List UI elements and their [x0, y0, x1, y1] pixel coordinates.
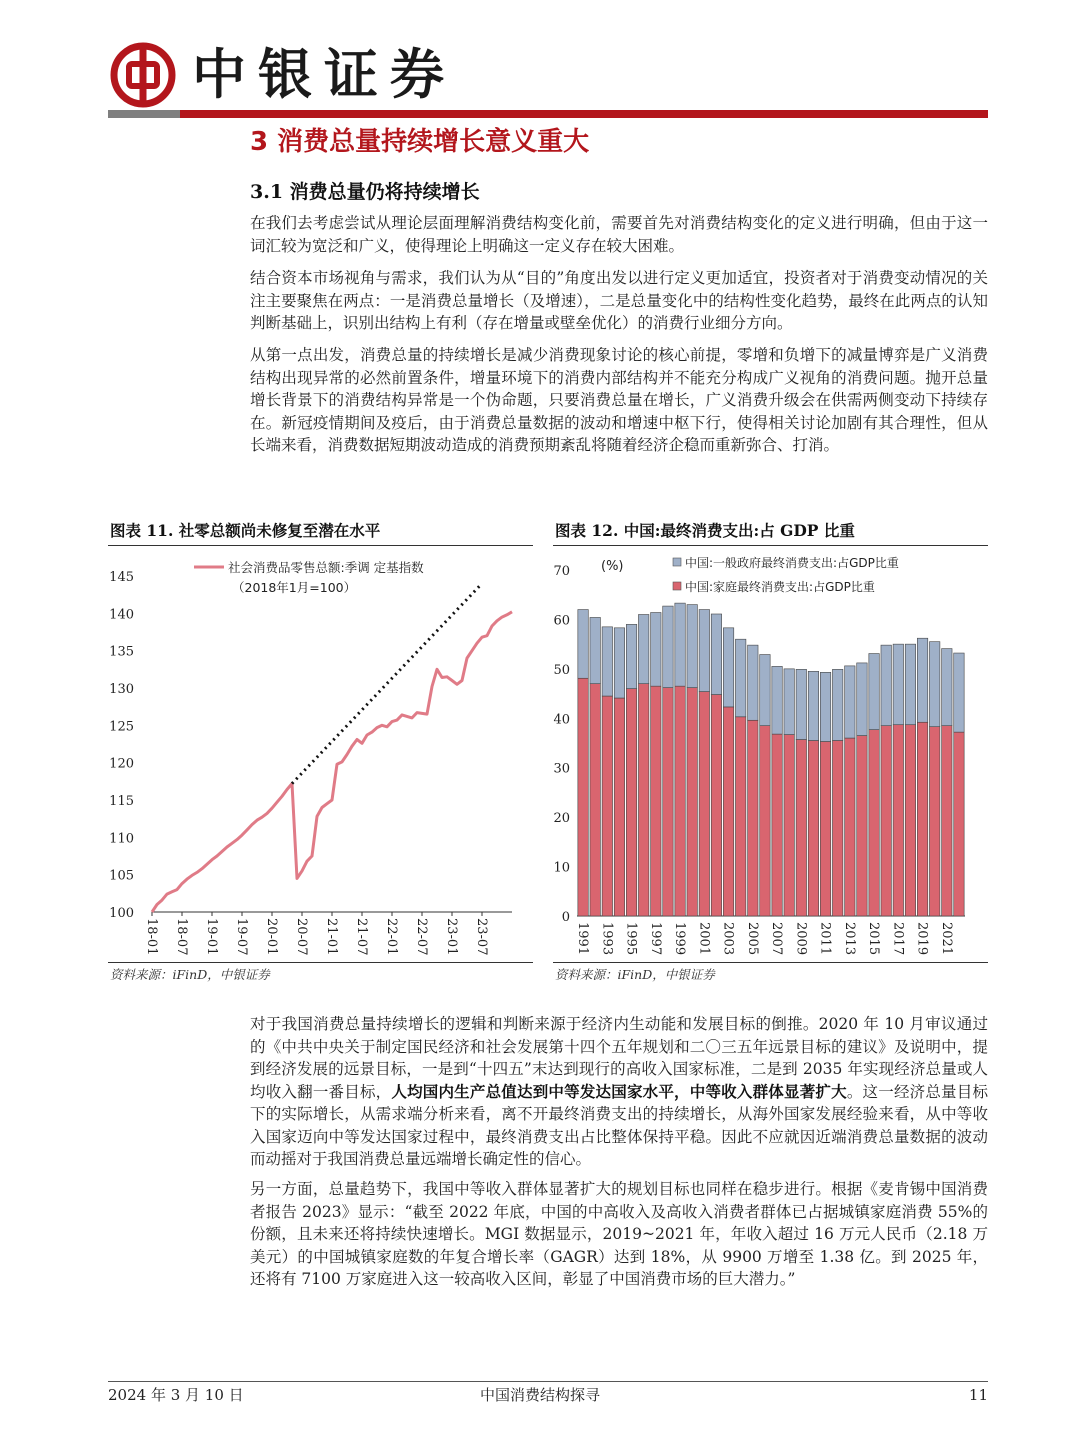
bar-government	[651, 613, 661, 687]
y-tick-label: 145	[109, 570, 134, 585]
y-tick-label: 115	[109, 794, 134, 809]
figure-11-source: 资料来源：iFinD，中银证券	[110, 967, 270, 982]
bar-government	[602, 627, 612, 696]
bank-of-china-logo-icon	[110, 42, 176, 108]
bar-household	[857, 736, 867, 916]
bar-government	[881, 645, 891, 726]
bar-household	[687, 688, 697, 916]
x-tick-label: 1995	[623, 922, 639, 956]
paragraph: 在我们去考虑尝试从理论层面理解消费结构变化前，需要首先对消费结构变化的定义进行明确，但由于这一词汇较为宽泛和广义，使得理论上明确这一定义存在较大困难。	[250, 214, 988, 255]
bar-household	[893, 725, 903, 916]
paragraph: 结合资本市场视角与需求，我们认为从“目的”角度出发以进行定义更加适宜，投资者对于消费变动情况的关注主要聚焦在两点：一是消费总量增长（及增速），二是总量变化中的结构性变化趋势，最终在此两点的认知判断基础上，识别出结构上有利（存在增量或壁垒优化）的消费行业细分方向。	[250, 269, 988, 332]
x-tick-label: 23-01	[444, 918, 459, 956]
footer-rule	[108, 1381, 988, 1382]
y-tick-label: 10	[553, 860, 570, 876]
x-tick-label: 18-07	[174, 918, 189, 956]
bar-government	[857, 663, 867, 736]
bar-government	[796, 669, 806, 739]
bar-government	[772, 666, 782, 734]
y-tick-label: 110	[109, 831, 134, 847]
x-tick-label: 2013	[841, 922, 857, 956]
bar-household	[675, 686, 685, 916]
bar-government	[784, 669, 794, 735]
bar-government	[614, 628, 624, 698]
bar-government	[699, 610, 709, 692]
x-tick-label: 2003	[720, 922, 736, 956]
bar-household	[832, 741, 842, 916]
y-tick-label: 125	[109, 719, 134, 735]
bar-household	[626, 689, 636, 916]
figure-12-bottom-rule	[553, 962, 988, 963]
bar-household	[820, 742, 830, 916]
bar-household	[663, 688, 673, 916]
legend-label-household: 中国:家庭最终消费支出:占GDP比重	[685, 580, 875, 594]
x-tick-label: 1999	[672, 922, 688, 956]
legend-swatch-household	[673, 582, 681, 590]
bar-government	[808, 671, 818, 740]
bar-government	[590, 617, 600, 683]
bar-household	[590, 684, 600, 916]
bar-household	[881, 726, 891, 916]
x-tick-label: 21-01	[324, 918, 339, 956]
section-title: 3 消费总量持续增长意义重大	[250, 127, 590, 157]
figure-12-top-rule	[553, 545, 988, 546]
emphasis-text: 人均国内生产总值达到中等发达国家水平，中等收入群体显著扩大	[391, 1081, 847, 1101]
bar-government	[832, 669, 842, 740]
bar-government	[748, 645, 758, 720]
bar-government	[687, 605, 697, 688]
footer-date: 2024 年 3 月 10 日	[108, 1386, 244, 1404]
y-tick-label: 100	[109, 906, 134, 921]
y-tick-label: 105	[109, 868, 134, 884]
bar-household	[699, 692, 709, 916]
retail-sales-index-line	[152, 612, 512, 912]
x-tick-label: 1991	[575, 922, 591, 956]
bar-household	[954, 732, 964, 916]
bar-government	[820, 672, 830, 741]
paragraph: 另一方面，总量趋势下，我国中等收入群体显著扩大的规划目标也同样在稳步进行。根据《麦肯锡中国消费者报告 2023》显示：“截至 2022 年底，中国的中高收入及高收入消费者群体已占据城镇家庭消费 55%的份额，且未来还将持续快速增长。MGI 数据显示，2019~2021 年，年收入超过 16 万元人民币（2.18 万美元）的中国城镇家庭数的年复合增长率（GAGR）达到 18%，从 9900 万增至 1.38 亿。到 2025 年，还将有 7100 万家庭进入这一较高收入区间，彰显了中国消费市场的巨大潜力。”	[250, 1180, 988, 1288]
bar-government	[760, 655, 770, 726]
x-tick-label: 2011	[817, 922, 833, 956]
bar-government	[929, 642, 939, 727]
y-tick-label: 135	[109, 644, 134, 660]
x-tick-label: 2021	[938, 922, 954, 956]
bar-government	[893, 644, 903, 725]
figure-11-line-chart	[108, 548, 533, 960]
x-tick-label: 19-07	[234, 918, 249, 956]
y-tick-label: 120	[109, 756, 134, 772]
y-tick-label: 130	[109, 682, 134, 697]
bar-government	[917, 638, 927, 722]
bar-household	[723, 707, 733, 916]
bar-household	[917, 722, 927, 916]
y-tick-label: 60	[553, 613, 570, 629]
header-bar-red	[180, 110, 988, 118]
paragraph: 从第一点出发，消费总量的持续增长是减少消费现象讨论的核心前提，零增和负增下的减量博弈是广义消费结构出现异常的必然前置条件，增量环境下的消费内部结构并不能充分构成广义视角的消费问题。抛开总量增长背景下的消费结构异常是一个伪命题，只要消费总量在增长，广义消费升级会在供需两侧变动下持续存在。新冠疫情期间及疫后，由于消费总量数据的波动和增速中枢下行，使得相关讨论加剧有其合理性，但从长端来看，消费数据短期波动造成的消费预期紊乱将随着经济企稳而重新弥合、打消。	[250, 346, 988, 454]
x-tick-label: 2017	[890, 922, 906, 956]
figure-12-source: 资料来源：iFinD，中银证券	[555, 967, 715, 982]
paragraph	[250, 1013, 988, 1171]
bar-household	[845, 738, 855, 916]
bar-household	[602, 696, 612, 916]
x-tick-label: 2005	[744, 922, 760, 956]
y-tick-label: 30	[553, 761, 570, 777]
x-tick-label: 2015	[866, 922, 882, 956]
x-tick-label: 23-07	[474, 918, 489, 956]
subsection-title: 3.1 消费总量仍将持续增长	[250, 181, 480, 203]
bar-household	[735, 717, 745, 916]
legend-label: （2018年1月=100）	[232, 580, 357, 595]
bar-government	[578, 610, 588, 679]
bar-household	[638, 684, 648, 916]
y-tick-label: 50	[553, 662, 570, 678]
legend-label: 社会消费品零售总额:季调 定基指数	[228, 560, 424, 575]
legend-swatch-government	[673, 558, 681, 566]
bar-household	[784, 735, 794, 916]
bar-government	[626, 624, 636, 688]
y-tick-label: 40	[553, 712, 570, 728]
bar-government	[711, 614, 721, 695]
paragraph-text: 对于我国消费总量持续增长的逻辑和判断来源于经济内生动能和发展目标的倒推。2020 年 10 月审议通过的《中共中央关于制定国民经济和社会发展第十四个五年规划和二〇三五年远景目标的建议》及说明中，提到经济发展的远景目标，一是到“十四五”末达到现行的高收入国家标准，二是到 2035 年实现经济总量或人均收入翻一番目标，	[250, 1015, 988, 1101]
footer-report-title: 中国消费结构探寻	[479, 1386, 600, 1404]
figure-11-bottom-rule	[108, 962, 533, 963]
x-tick-label: 2007	[769, 922, 785, 956]
brand-name: 中银证券	[192, 43, 456, 106]
bar-household	[578, 678, 588, 916]
x-tick-label: 2009	[793, 922, 809, 956]
paragraph-text: 。这一经济总量目标下的实际增长，从需求端分析来看，离不开最终消费支出的持续增长，从海外国家发展经验来看，从中等收入国家迈向中等发达国家过程中，最终消费支出占比整体保持平稳。因此不应就因近端消费总量数据的波动而动摇对于我国消费总量远端增长确定性的信心。	[250, 1082, 988, 1168]
x-tick-label: 21-07	[354, 918, 369, 956]
bar-household	[905, 725, 915, 916]
x-tick-label: 20-07	[294, 918, 309, 956]
figure-11-top-rule	[108, 545, 533, 546]
bar-government	[869, 654, 879, 730]
bar-government	[735, 639, 745, 717]
legend-label-government: 中国:一般政府最终消费支出:占GDP比重	[685, 556, 899, 570]
bar-household	[760, 726, 770, 916]
x-tick-label: 22-01	[384, 918, 399, 956]
y-unit-label: (%)	[601, 559, 624, 574]
figure-11-title: 图表 11. 社零总额尚未修复至潜在水平	[110, 521, 381, 540]
bar-household	[808, 741, 818, 916]
figure-12-title: 图表 12. 中国:最终消费支出:占 GDP 比重	[555, 521, 855, 540]
bar-household	[929, 727, 939, 916]
bar-government	[723, 628, 733, 707]
bar-government	[954, 653, 964, 732]
x-tick-label: 19-01	[204, 918, 219, 956]
bar-government	[663, 606, 673, 688]
x-tick-label: 2001	[696, 922, 712, 956]
footer-page-number: 11	[968, 1386, 988, 1404]
header-bar-gray	[108, 110, 180, 118]
x-tick-label: 1997	[647, 922, 663, 956]
bar-household	[942, 726, 952, 916]
bar-household	[796, 740, 806, 916]
bar-government	[942, 649, 952, 726]
x-tick-label: 22-07	[414, 918, 429, 956]
x-tick-label: 2019	[914, 922, 930, 956]
y-tick-label: 70	[553, 564, 570, 579]
y-tick-label: 0	[561, 910, 570, 925]
bar-government	[675, 603, 685, 686]
bar-household	[614, 698, 624, 916]
bar-household	[711, 695, 721, 916]
bar-household	[748, 720, 758, 916]
y-tick-label: 20	[553, 811, 570, 827]
figure-12-stacked-bar-chart	[553, 548, 988, 960]
bar-government	[638, 614, 648, 683]
x-tick-label: 20-01	[264, 918, 279, 956]
bar-government	[905, 644, 915, 725]
x-tick-label: 1993	[599, 922, 615, 956]
y-tick-label: 140	[109, 607, 134, 623]
bar-government	[845, 666, 855, 738]
bar-household	[869, 730, 879, 916]
x-tick-label: 18-01	[144, 918, 159, 956]
bar-household	[772, 734, 782, 916]
bar-household	[651, 686, 661, 916]
